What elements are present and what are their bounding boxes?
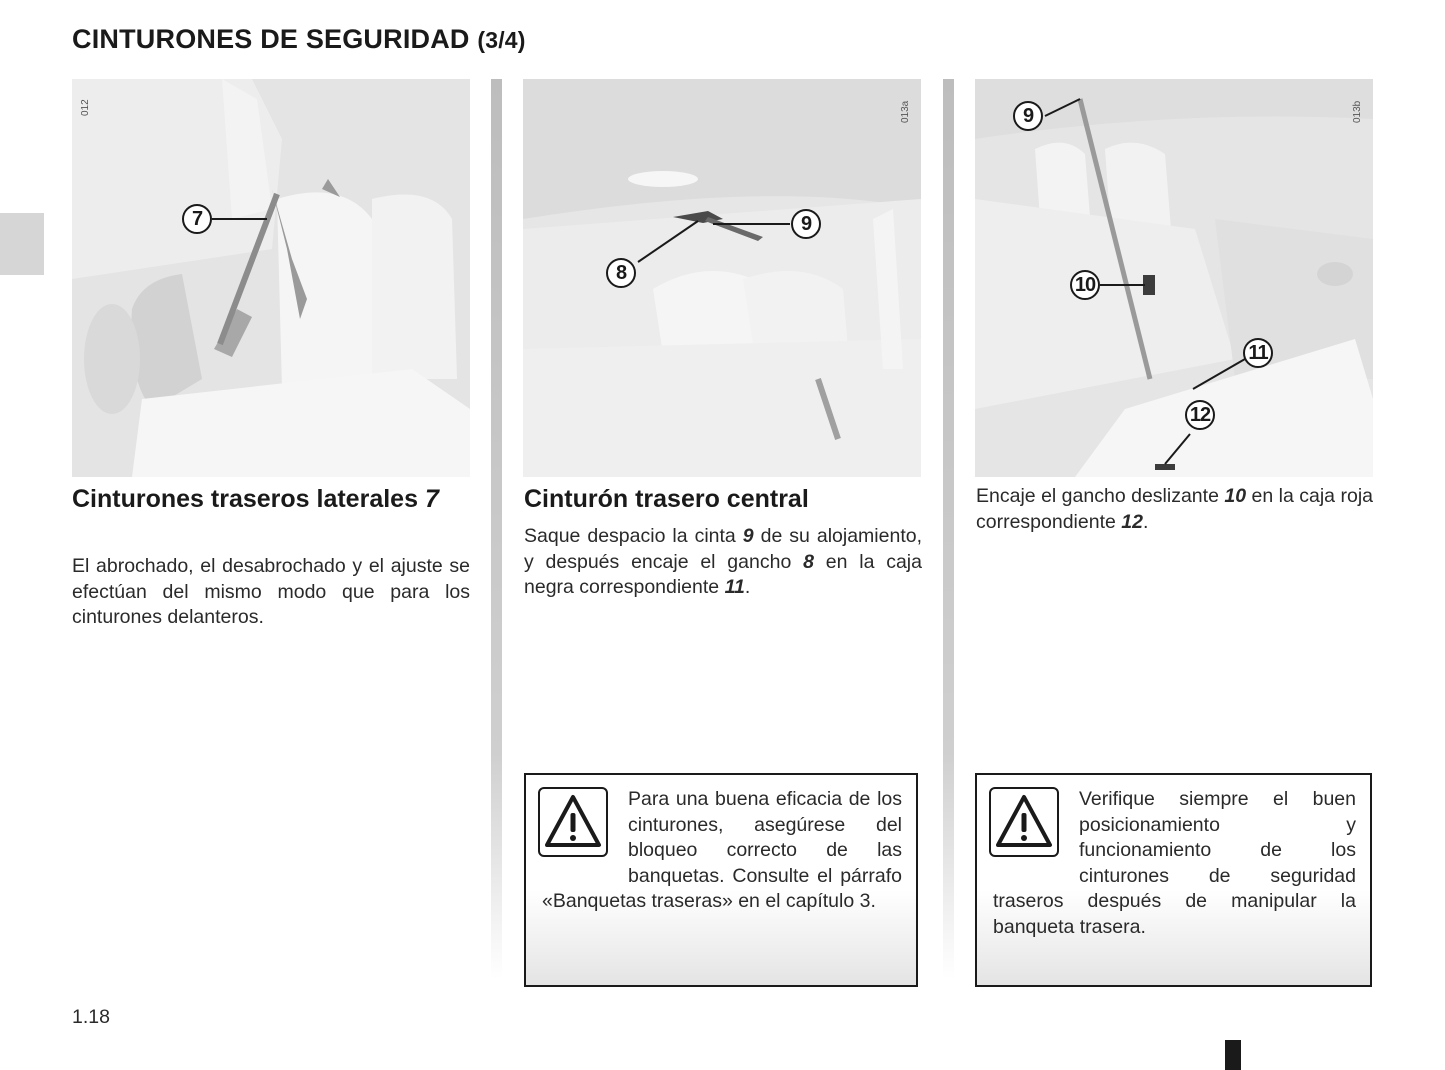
chapter-tab	[0, 213, 44, 275]
callout-12: 12	[1185, 400, 1215, 430]
page-number: 1.18	[72, 1006, 110, 1028]
photo-rear-center-belt	[523, 79, 921, 477]
warning-icon	[538, 787, 608, 857]
callout-7: 7	[182, 204, 212, 234]
warning-icon	[989, 787, 1059, 857]
section-heading-side-belts: Cinturones traseros laterales 7	[72, 485, 439, 513]
column-divider	[943, 79, 954, 979]
warning-box-banquetas	[524, 773, 918, 987]
callout-9: 9	[791, 209, 821, 239]
callout-8: 8	[606, 258, 636, 288]
callout-10: 10	[1070, 270, 1100, 300]
bench-hooks-text: Encaje el gancho deslizante 10 en la caja roja correspondiente 12.	[976, 485, 1373, 533]
photo-rear-side-belts	[72, 79, 470, 477]
image-code: 013a	[900, 100, 911, 123]
image-code: 013b	[1352, 100, 1363, 123]
section-heading-center-belt: Cinturón trasero central	[524, 485, 809, 513]
warning-text: Verifique siempre el buen posicionamiento y funcionamiento de los cinturones de seguridad traseros después de manipular la banqueta trasera.	[993, 788, 1356, 938]
center-belt-text: Saque despacio la cinta 9 de su alojamiento, y después encaje el gancho 8 en la caja negra correspondiente 11.	[524, 525, 922, 598]
side-belts-text: El abrochado, el desabrochado y el ajuste se efectúan del mismo modo que para los cinturones delanteros.	[72, 555, 470, 628]
image-code: 012	[80, 99, 91, 116]
callout-11: 11	[1243, 338, 1273, 368]
page-title-part: (3/4)	[477, 27, 526, 53]
warning-box-verify-belts	[975, 773, 1372, 987]
warning-text: Para una buena eficacia de los cinturones, asegúrese del bloqueo correcto de las banquetas. Consulte el párrafo «Banquetas traseras» en el capítulo 3.	[542, 788, 902, 912]
column-divider	[491, 79, 502, 979]
photo-rear-bench-hooks	[975, 79, 1373, 477]
page-edge-marker	[1225, 1040, 1241, 1070]
callout-9: 9	[1013, 101, 1043, 131]
page-title: CINTURONES DE SEGURIDAD (3/4)	[72, 24, 526, 54]
